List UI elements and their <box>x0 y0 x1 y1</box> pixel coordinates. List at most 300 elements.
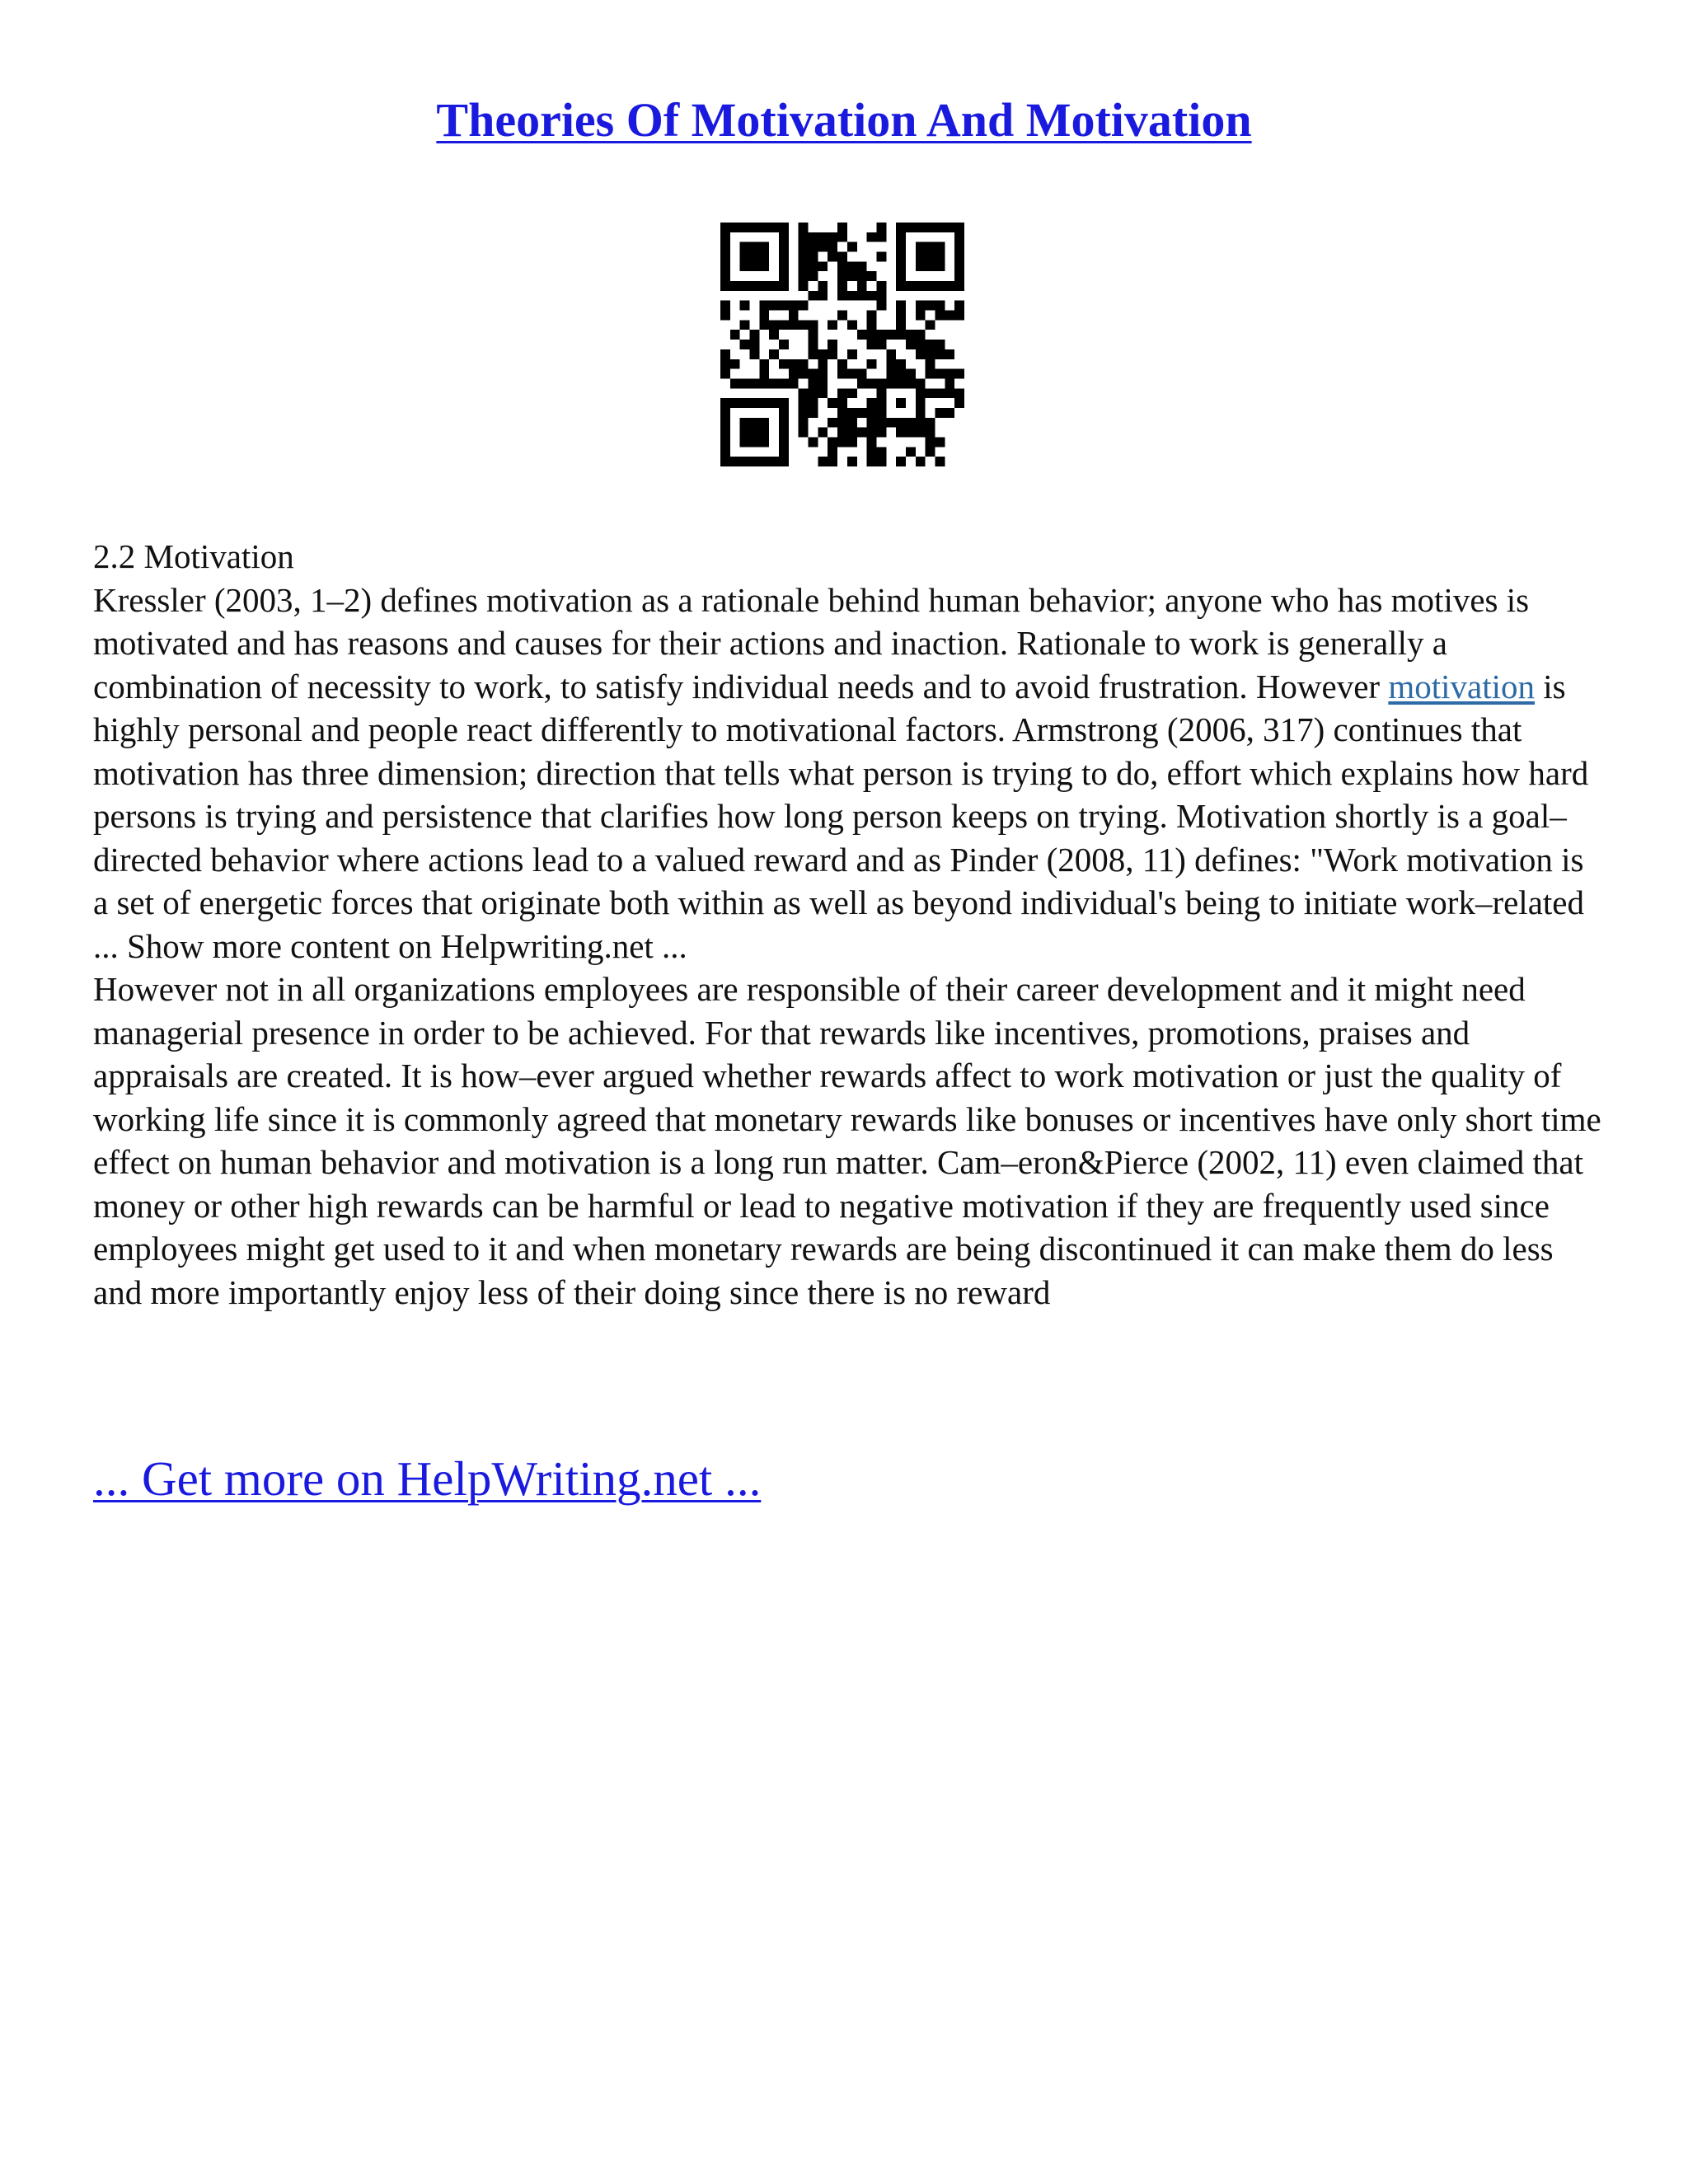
qr-module <box>828 447 837 457</box>
qr-module <box>867 398 877 408</box>
qr-module <box>828 457 837 466</box>
qr-module <box>769 320 779 330</box>
qr-module <box>809 340 818 349</box>
qr-module <box>876 291 886 301</box>
qr-module <box>935 437 945 447</box>
qr-module <box>837 252 847 262</box>
qr-module <box>750 242 760 252</box>
qr-module <box>926 252 935 262</box>
qr-module <box>789 301 799 311</box>
qr-module <box>906 281 916 291</box>
qr-module <box>847 291 857 301</box>
qr-module <box>828 398 837 408</box>
qr-module <box>847 428 857 438</box>
qr-module <box>799 369 809 379</box>
qr-module <box>720 398 730 408</box>
qr-module <box>876 398 886 408</box>
qr-module <box>759 428 769 438</box>
qr-module <box>896 378 906 388</box>
qr-module <box>818 359 828 369</box>
qr-module <box>857 428 867 438</box>
qr-module <box>818 261 828 271</box>
get-more-link-wrap <box>93 1449 761 1508</box>
qr-module <box>789 359 799 369</box>
qr-module <box>896 418 906 428</box>
qr-module <box>867 408 877 418</box>
qr-module <box>935 388 945 398</box>
qr-module <box>759 378 769 388</box>
qr-module <box>779 359 789 369</box>
qr-module <box>779 408 789 418</box>
qr-module <box>720 242 730 252</box>
qr-module <box>945 281 954 291</box>
qr-module <box>935 340 945 349</box>
qr-module <box>740 223 750 232</box>
qr-module <box>926 369 935 379</box>
qr-module <box>779 340 789 349</box>
qr-module <box>916 349 926 359</box>
qr-module <box>809 408 818 418</box>
qr-module <box>759 311 769 321</box>
qr-module <box>847 261 857 271</box>
qr-module <box>818 369 828 379</box>
qr-module <box>779 457 789 466</box>
qr-module <box>837 291 847 301</box>
qr-module <box>954 271 964 281</box>
qr-module <box>954 223 964 232</box>
qr-module <box>818 428 828 438</box>
qr-module <box>954 281 964 291</box>
qr-module <box>916 428 926 438</box>
qr-module <box>779 242 789 252</box>
qr-module <box>847 320 857 330</box>
qr-module <box>769 223 779 232</box>
qr-module <box>954 369 964 379</box>
qr-module <box>809 242 818 252</box>
qr-module <box>837 311 847 321</box>
qr-module <box>720 437 730 447</box>
qr-module <box>945 408 954 418</box>
qr-module <box>916 252 926 262</box>
qr-module <box>740 398 750 408</box>
qr-module <box>886 359 896 369</box>
qr-module <box>720 418 730 428</box>
qr-module <box>837 428 847 438</box>
qr-module <box>926 428 935 438</box>
qr-module <box>837 232 847 242</box>
qr-module <box>867 291 877 301</box>
qr-module <box>837 398 847 408</box>
qr-module <box>740 281 750 291</box>
qr-module <box>779 261 789 271</box>
qr-module <box>945 388 954 398</box>
qr-module <box>818 457 828 466</box>
qr-module <box>876 378 886 388</box>
qr-module <box>720 223 730 232</box>
qr-module <box>896 223 906 232</box>
qr-module <box>720 457 730 466</box>
qr-module <box>720 261 730 271</box>
qr-module <box>720 281 730 291</box>
qr-module <box>779 271 789 281</box>
qr-module <box>759 242 769 252</box>
qr-module <box>945 223 954 232</box>
qr-module <box>896 359 906 369</box>
qr-module <box>750 378 760 388</box>
qr-module <box>867 418 877 428</box>
qr-module <box>789 378 799 388</box>
qr-module <box>799 359 809 369</box>
qr-module <box>876 408 886 418</box>
qr-module <box>935 223 945 232</box>
qr-module <box>926 281 935 291</box>
qr-module <box>740 418 750 428</box>
qr-module <box>740 428 750 438</box>
qr-module <box>818 349 828 359</box>
qr-module <box>720 232 730 242</box>
qr-module <box>896 428 906 438</box>
qr-module <box>886 349 896 359</box>
qr-module <box>769 378 779 388</box>
qr-module <box>750 340 760 349</box>
qr-module <box>857 291 867 301</box>
qr-module <box>916 301 926 311</box>
qr-module <box>906 418 916 428</box>
qr-module <box>759 369 769 379</box>
qr-module <box>809 378 818 388</box>
qr-module <box>926 242 935 252</box>
paragraph-2: However not in all organizations employees are responsible of their career development and it might need managerial presence in order to be achieved. For that rewards like incentives, promotions, praises and appraisals are created. It is how–ever argued whether rewards affect to work motivation or just the quality of working life since it is commonly agreed that monetary rewards like bonuses or incentives have only short time effect on human behavior and motivation is a long run matter. Cam–eron&Pierce (2002, 11) even claimed that money or other high rewards can be harmful or lead to negative motivation if they are frequently used since employees might get used to it and when monetary rewards are being discontinued it can make them do less and more importantly enjoy less of their doing since there is no reward <box>93 970 1601 1311</box>
qr-module <box>759 418 769 428</box>
qr-module <box>867 428 877 438</box>
section-heading: 2.2 Motivation <box>93 537 294 575</box>
qr-module <box>809 330 818 340</box>
qr-module <box>926 340 935 349</box>
qr-module <box>730 359 740 369</box>
qr-module <box>896 457 906 466</box>
qr-module <box>954 252 964 262</box>
qr-module <box>916 418 926 428</box>
qr-module <box>789 320 799 330</box>
qr-module <box>847 271 857 281</box>
qr-module <box>945 378 954 388</box>
qr-module <box>837 418 847 428</box>
title-link[interactable]: Theories Of Motivation And Motivation <box>436 93 1252 147</box>
qr-module <box>799 320 809 330</box>
qr-module <box>857 261 867 271</box>
qr-module <box>779 428 789 438</box>
qr-module <box>799 232 809 242</box>
qr-module <box>759 320 769 330</box>
qr-module <box>809 398 818 408</box>
qr-module <box>769 457 779 466</box>
qr-module <box>799 252 809 262</box>
qr-module <box>847 437 857 447</box>
qr-module <box>740 301 750 311</box>
qr-module <box>896 330 906 340</box>
qr-module <box>779 301 789 311</box>
qr-module <box>799 398 809 408</box>
qr-module <box>876 457 886 466</box>
qr-module <box>916 378 926 388</box>
qr-module <box>740 252 750 262</box>
qr-module <box>916 330 926 340</box>
qr-module <box>720 252 730 262</box>
qr-module <box>867 340 877 349</box>
qr-module <box>809 271 818 281</box>
qr-module <box>896 301 906 311</box>
qr-module <box>720 311 730 321</box>
qr-module <box>945 311 954 321</box>
qr-module <box>926 359 935 369</box>
qr-module <box>926 437 935 447</box>
qr-module <box>828 340 837 349</box>
qr-module <box>750 261 760 271</box>
qr-module <box>916 261 926 271</box>
qr-module <box>954 261 964 271</box>
qr-module <box>809 232 818 242</box>
qr-module <box>750 349 760 359</box>
qr-module <box>954 311 964 321</box>
qr-module <box>779 223 789 232</box>
qr-module <box>759 457 769 466</box>
qr-module <box>837 359 847 369</box>
qr-module <box>867 437 877 447</box>
qr-module <box>730 398 740 408</box>
qr-module <box>876 388 886 398</box>
qr-module <box>809 369 818 379</box>
qr-module <box>906 447 916 457</box>
qr-module <box>954 398 964 408</box>
qr-module <box>935 252 945 262</box>
qr-module <box>799 261 809 271</box>
qr-module <box>926 388 935 398</box>
qr-module <box>857 408 867 418</box>
qr-module <box>740 261 750 271</box>
qr-module <box>720 408 730 418</box>
get-more-link[interactable]: ... Get more on HelpWriting.net ... <box>93 1451 762 1506</box>
qr-module <box>818 378 828 388</box>
article-body <box>93 535 1601 1314</box>
qr-module <box>809 261 818 271</box>
qr-module <box>750 428 760 438</box>
qr-module <box>828 437 837 447</box>
qr-module <box>906 378 916 388</box>
qr-module <box>809 437 818 447</box>
qr-code-icon <box>720 223 964 466</box>
qr-module <box>779 418 789 428</box>
qr-module <box>809 388 818 398</box>
qr-module <box>809 349 818 359</box>
qr-module <box>876 223 886 232</box>
qr-module <box>867 378 877 388</box>
paragraph-1-text-b: is highly personal and people react differently to motivational factors. Armstrong (2006, 317) continues that motivation has three dimension; direction that tells what person is trying to do, effort which explains how hard persons is trying and persistence that clarifies how long person keeps on trying. Motivation shortly is a goal–directed behavior where actions lead to a valued reward and as Pinder (2008, 11) defines: "Work motivation is a set of energetic forces that originate both within as well as beyond individual's being to initiate work–related ... Show more content on Helpwriting.net ... <box>93 667 1589 965</box>
qr-module <box>867 320 877 330</box>
qr-module <box>906 340 916 349</box>
qr-module <box>759 281 769 291</box>
qr-module <box>954 388 964 398</box>
qr-module <box>876 301 886 311</box>
qr-module <box>876 232 886 242</box>
qr-module <box>916 223 926 232</box>
qr-module <box>720 301 730 311</box>
qr-module <box>847 388 857 398</box>
paragraph-1 <box>93 579 1601 968</box>
qr-module <box>720 359 730 369</box>
qr-module <box>750 252 760 262</box>
qr-module <box>750 418 760 428</box>
qr-module <box>720 349 730 359</box>
qr-module <box>759 261 769 271</box>
qr-module <box>867 447 877 457</box>
qr-module <box>876 447 886 457</box>
qr-module <box>857 281 867 291</box>
qr-module <box>779 398 789 408</box>
qr-module <box>926 349 935 359</box>
qr-module <box>837 437 847 447</box>
qr-module <box>750 437 760 447</box>
qr-module <box>896 369 906 379</box>
qr-module <box>935 369 945 379</box>
qr-module <box>926 261 935 271</box>
qr-module <box>818 281 828 291</box>
qr-module <box>935 408 945 418</box>
qr-module <box>886 369 896 379</box>
qr-module <box>828 252 837 262</box>
qr-module <box>720 271 730 281</box>
qr-module <box>857 378 867 388</box>
qr-module <box>828 349 837 359</box>
qr-module <box>945 349 954 359</box>
qr-module <box>935 242 945 252</box>
qr-module <box>954 301 964 311</box>
qr-module <box>847 369 857 379</box>
qr-module <box>935 301 945 311</box>
qr-module <box>857 271 867 281</box>
qr-module <box>876 418 886 428</box>
qr-module <box>935 349 945 359</box>
qr-module <box>809 320 818 330</box>
qr-module <box>926 447 935 457</box>
qr-module <box>916 311 926 321</box>
qr-module <box>740 437 750 447</box>
qr-module <box>896 261 906 271</box>
qr-module <box>837 261 847 271</box>
qr-module <box>847 242 857 252</box>
qr-module <box>740 320 750 330</box>
qr-module <box>789 369 799 379</box>
qr-module <box>837 369 847 379</box>
qr-module <box>730 223 740 232</box>
qr-module <box>720 447 730 457</box>
qr-module <box>837 281 847 291</box>
qr-module <box>750 281 760 291</box>
qr-module <box>896 320 906 330</box>
qr-module <box>896 311 906 321</box>
qr-module <box>935 281 945 291</box>
qr-module <box>779 447 789 457</box>
qr-module <box>954 232 964 242</box>
qr-module <box>867 330 877 340</box>
qr-module <box>779 281 789 291</box>
qr-module <box>886 378 896 388</box>
qr-module <box>926 418 935 428</box>
qr-module <box>935 457 945 466</box>
qr-module <box>886 330 896 340</box>
qr-module <box>828 418 837 428</box>
qr-module <box>779 378 789 388</box>
qr-module <box>759 301 769 311</box>
qr-module <box>906 369 916 379</box>
qr-module <box>769 301 779 311</box>
qr-module <box>750 330 760 340</box>
qr-module <box>828 232 837 242</box>
motivation-link[interactable]: motivation <box>1388 667 1535 705</box>
qr-module <box>769 281 779 291</box>
qr-module <box>789 311 799 321</box>
qr-module <box>926 320 935 330</box>
qr-module <box>867 311 877 321</box>
qr-module <box>799 242 809 252</box>
qr-module <box>876 252 886 262</box>
qr-module <box>779 437 789 447</box>
qr-module <box>759 252 769 262</box>
qr-module <box>750 223 760 232</box>
qr-module <box>809 291 818 301</box>
qr-module <box>799 418 809 428</box>
qr-module <box>759 223 769 232</box>
qr-module <box>730 330 740 340</box>
qr-module <box>847 408 857 418</box>
qr-module <box>740 457 750 466</box>
paragraph-1-text-a: Kressler (2003, 1–2) defines motivation as a rationale behind human behavior; anyone who has motives is motivated and has reasons and causes for their actions and inaction. Rationale to work is generally a combination of necessity to work, to satisfy individual needs and to avoid frustration. However <box>93 580 1530 705</box>
qr-module <box>769 330 779 340</box>
qr-module <box>916 281 926 291</box>
qr-module <box>720 369 730 379</box>
qr-module <box>720 428 730 438</box>
qr-module <box>867 457 877 466</box>
qr-module <box>828 242 837 252</box>
qr-module <box>750 398 760 408</box>
qr-module <box>769 349 779 359</box>
qr-module <box>896 242 906 252</box>
qr-module <box>906 330 916 340</box>
qr-module <box>759 437 769 447</box>
qr-module <box>896 232 906 242</box>
qr-module <box>945 369 954 379</box>
qr-module <box>837 408 847 418</box>
qr-module <box>799 428 809 438</box>
qr-module <box>876 428 886 438</box>
qr-module <box>799 301 809 311</box>
qr-module <box>799 281 809 291</box>
qr-module <box>759 398 769 408</box>
qr-module <box>837 223 847 232</box>
qr-module <box>828 320 837 330</box>
qr-module <box>916 398 926 408</box>
page-title <box>0 89 1688 152</box>
qr-module <box>740 242 750 252</box>
qr-module <box>857 330 867 340</box>
qr-module <box>730 457 740 466</box>
qr-module <box>818 232 828 242</box>
qr-module <box>818 242 828 252</box>
qr-module <box>799 223 809 232</box>
qr-module <box>916 408 926 418</box>
qr-module <box>857 369 867 379</box>
qr-module <box>916 340 926 349</box>
qr-module <box>926 223 935 232</box>
